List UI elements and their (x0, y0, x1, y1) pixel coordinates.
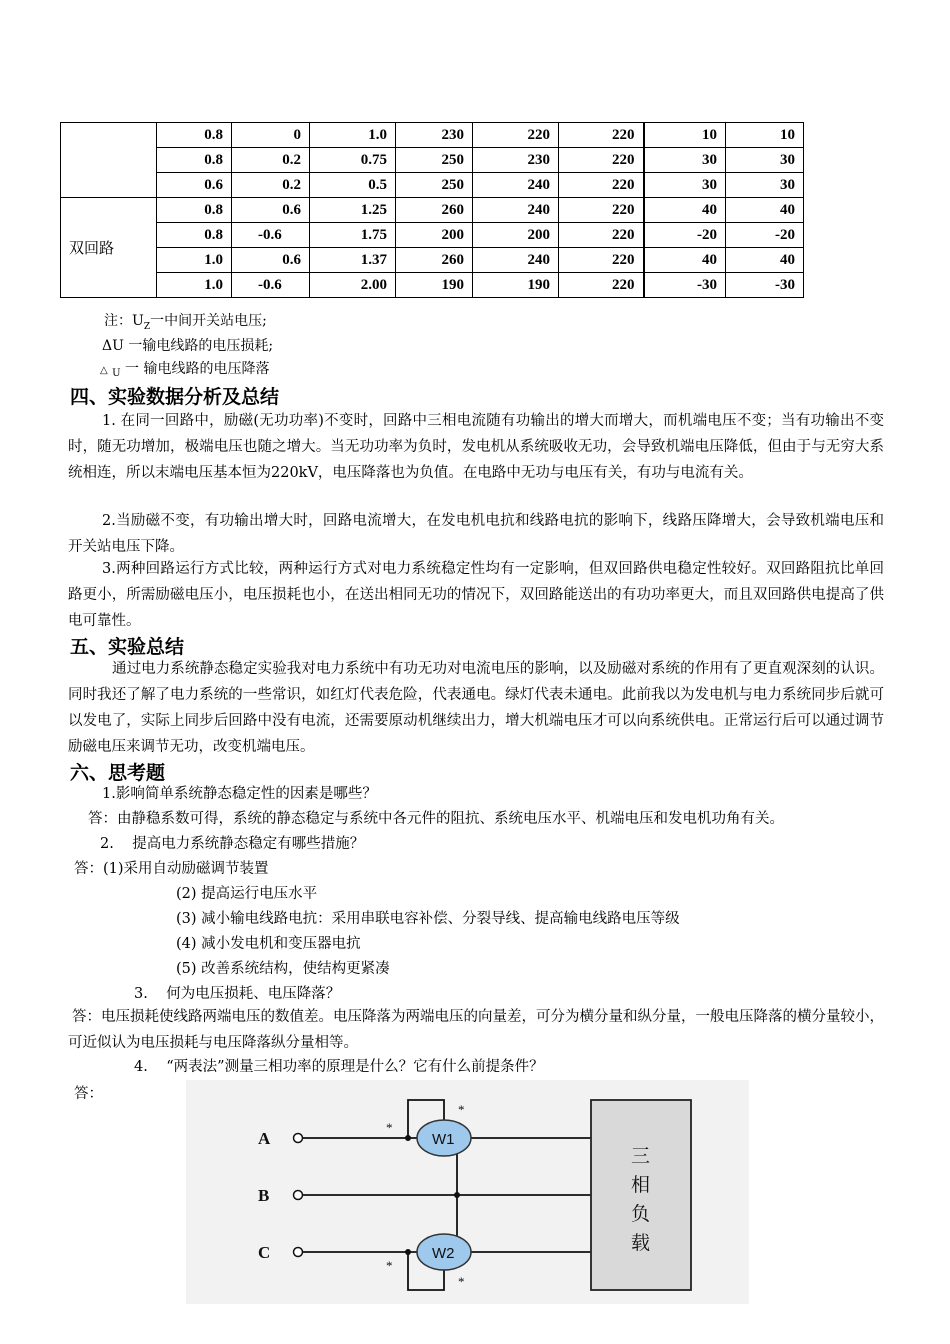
note-line-2: ΔU 一输电线路的电压损耗; (102, 338, 274, 354)
load-char-4: 载 (631, 1232, 651, 1254)
table-cell: 230 (396, 123, 473, 148)
table-cell: 200 (473, 223, 559, 248)
table-cell: 30 (644, 173, 726, 198)
table-cell: 0.6 (232, 248, 310, 273)
table-cell: -30 (726, 273, 804, 298)
table-cell: 200 (396, 223, 473, 248)
table-cell: 240 (473, 248, 559, 273)
table-cell: 1.0 (157, 273, 232, 298)
table-cell: -20 (644, 223, 726, 248)
table-cell: 0 (232, 123, 310, 148)
table-cell: 10 (644, 123, 726, 148)
table-cell: 1.0 (310, 123, 396, 148)
table-cell: -20 (726, 223, 804, 248)
table-cell: 0.6 (232, 198, 310, 223)
table-cell: 0.8 (157, 148, 232, 173)
table-cell: 220 (559, 273, 644, 298)
section-4-para-1: 1. 在同一回路中，励磁(无功功率)不变时，回路中三相电流随有功输出的增大而增大，而机端电压不变；当有功输出不变时，随无功增加，极端电压也随之增大。当无功功率为负时，发电机从系统吸收无功，会导致机端电压降低，但由于与无穷大系统相连，所以末端电压基本恒为220kV，电压降落也为负值。在电路中无功与电压有关，有功与电流有关。 (68, 413, 884, 481)
note-3-text: 一 输电线路的电压降落 (125, 361, 270, 377)
table-cell: 220 (559, 223, 644, 248)
table-cell: 230 (473, 148, 559, 173)
table-row (61, 123, 804, 148)
table-cell: 240 (473, 198, 559, 223)
table-cell: 30 (726, 173, 804, 198)
answer-3: 答：电压损耗使线路两端电压的数值差。电压降落为两端电压的向量差，可分为横分量和纵分量，一般电压降落的横分量较小，可近似认为电压损耗与电压降落纵分量相等。 (68, 1009, 884, 1051)
circuit-svg (186, 1080, 749, 1304)
table-cell: 10 (726, 123, 804, 148)
section-5-title: 五、实验总结 (70, 636, 185, 658)
table-cell: 250 (396, 173, 473, 198)
phase-c-label: C (258, 1243, 271, 1262)
table-cell: 220 (559, 148, 644, 173)
table-cell: 220 (559, 123, 644, 148)
meter-w1-label: W1 (432, 1131, 455, 1148)
table-cell: -0.6 (232, 273, 310, 298)
table-cell: 0.75 (310, 148, 396, 173)
meter-w2-label: W2 (432, 1245, 455, 1262)
table-cell: 2.00 (310, 273, 396, 298)
table-cell: 40 (726, 248, 804, 273)
table-cell: -0.6 (232, 223, 310, 248)
answer-2-item-4: (4) 减小发电机和变压器电抗 (176, 936, 361, 952)
table-row (61, 273, 804, 298)
table-cell: 250 (396, 148, 473, 173)
answer-4: 答： (74, 1086, 103, 1102)
question-3: 3. 何为电压损耗、电压降落？ (134, 986, 341, 1002)
table-cell: 1.37 (310, 248, 396, 273)
data-table (60, 122, 804, 298)
table-cell: 260 (396, 248, 473, 273)
load-char-3: 负 (631, 1203, 651, 1225)
section-4-para-3: 3.两种回路运行方式比较，两种运行方式对电力系统稳定性均有一定影响，但双回路供电稳定性较好。双回路阻抗比单回路更小，所需励磁电压小，电压损耗也小，在送出相同无功的情况下，双回路能送出的有功功率更大，而且双回路供电提高了供电可靠性。 (68, 561, 884, 629)
table-cell: 0.8 (157, 123, 232, 148)
table-cell: 40 (644, 198, 726, 223)
table-cell: 0.2 (232, 173, 310, 198)
section-5-para-1: 通过电力系统静态稳定实验我对电力系统中有功无功对电流电压的影响，以及励磁对系统的作用有了更直观深刻的认识。同时我还了解了电力系统的一些常识，如红灯代表危险，代表通电。绿灯代表未通电。此前我以为发电机与电力系统同步后就可以发电了，实际上同步后回路中没有电流，还需要原动机继续出力，增大机端电压才可以向系统供电。正常运行后可以通过调节励磁电压来调节无功，改变机端电压。 (68, 661, 884, 755)
note-line-1 (104, 310, 267, 332)
table-row (61, 248, 804, 273)
table-cell: 30 (726, 148, 804, 173)
section-4-para-2: 2.当励磁不变，有功输出增大时，回路电流增大，在发电机电抗和线路电抗的影响下，线路压降增大，会导致机端电压和开关站电压下降。 (68, 513, 884, 555)
answer-2-item-2: (2) 提高运行电压水平 (176, 886, 318, 902)
question-1: 1.影响简单系统静态稳定性的因素是哪些？ (102, 786, 377, 802)
table-cell: 220 (473, 123, 559, 148)
table-cell: 1.25 (310, 198, 396, 223)
table-cell: 40 (726, 198, 804, 223)
table-cell: 260 (396, 198, 473, 223)
load-char-2: 相 (631, 1174, 651, 1196)
table-cell: 0.5 (310, 173, 396, 198)
table-row (61, 223, 804, 248)
star-mark-w2: * (458, 1274, 465, 1289)
table-cell: 1.0 (157, 248, 232, 273)
terminal-c (294, 1248, 303, 1257)
answer-2-item-3: (3) 减小输电线路电抗：采用串联电容补偿、分裂导线、提高输电线路电压等级 (176, 911, 680, 927)
load-char-1: 三 (631, 1145, 651, 1167)
table-cell: 220 (559, 173, 644, 198)
table-row (61, 148, 804, 173)
star-mark-w1: * (458, 1102, 465, 1117)
phase-b-label: B (258, 1186, 270, 1205)
star-mark-c: * (386, 1258, 393, 1273)
question-2: 2. 提高电力系统静态稳定有哪些措施？ (100, 836, 365, 852)
two-wattmeter-diagram (186, 1080, 749, 1304)
table-cell: 240 (473, 173, 559, 198)
table-cell: 1.75 (310, 223, 396, 248)
note-3-u-dot: U (112, 368, 121, 379)
phase-a-label: A (258, 1129, 271, 1148)
note-line-3 (100, 358, 270, 378)
table-row (61, 173, 804, 198)
table-cell: 190 (396, 273, 473, 298)
table-cell: 220 (559, 198, 644, 223)
table-cell: 190 (473, 273, 559, 298)
note-1-label: 注：U (104, 313, 144, 329)
table-cell: 0.6 (157, 173, 232, 198)
answer-1: 答：由静稳系数可得，系统的静态稳定与系统中各元件的阻抗、系统电压水平、机端电压和发电机功角有关。 (88, 811, 784, 827)
answer-2-lead: 答：(1)采用自动励磁调节装置 (74, 861, 269, 877)
note-3-delta: △ (100, 365, 108, 376)
section-4-title: 四、实验数据分析及总结 (70, 386, 280, 408)
section-6-title: 六、思考题 (70, 762, 166, 784)
note-1-text: 一中间开关站电压; (150, 313, 267, 329)
answer-2-item-5: (5) 改善系统结构，使结构更紧凑 (176, 961, 390, 977)
terminal-a (294, 1134, 303, 1143)
table-cell: 0.2 (232, 148, 310, 173)
table-cell: 30 (644, 148, 726, 173)
terminal-b (294, 1191, 303, 1200)
group-cell-double-circuit: 双回路 (61, 198, 157, 298)
note-1-subscript: Z (143, 321, 151, 332)
question-4: 4. “两表法”测量三相功率的原理是什么？它有什么前提条件？ (134, 1059, 544, 1075)
table-cell: 0.8 (157, 223, 232, 248)
table-cell: 220 (559, 248, 644, 273)
group-cell-empty (61, 123, 157, 198)
table-row (61, 198, 804, 223)
table-cell: 40 (644, 248, 726, 273)
table-cell: -30 (644, 273, 726, 298)
star-mark-a: * (386, 1120, 393, 1135)
table-cell: 0.8 (157, 198, 232, 223)
